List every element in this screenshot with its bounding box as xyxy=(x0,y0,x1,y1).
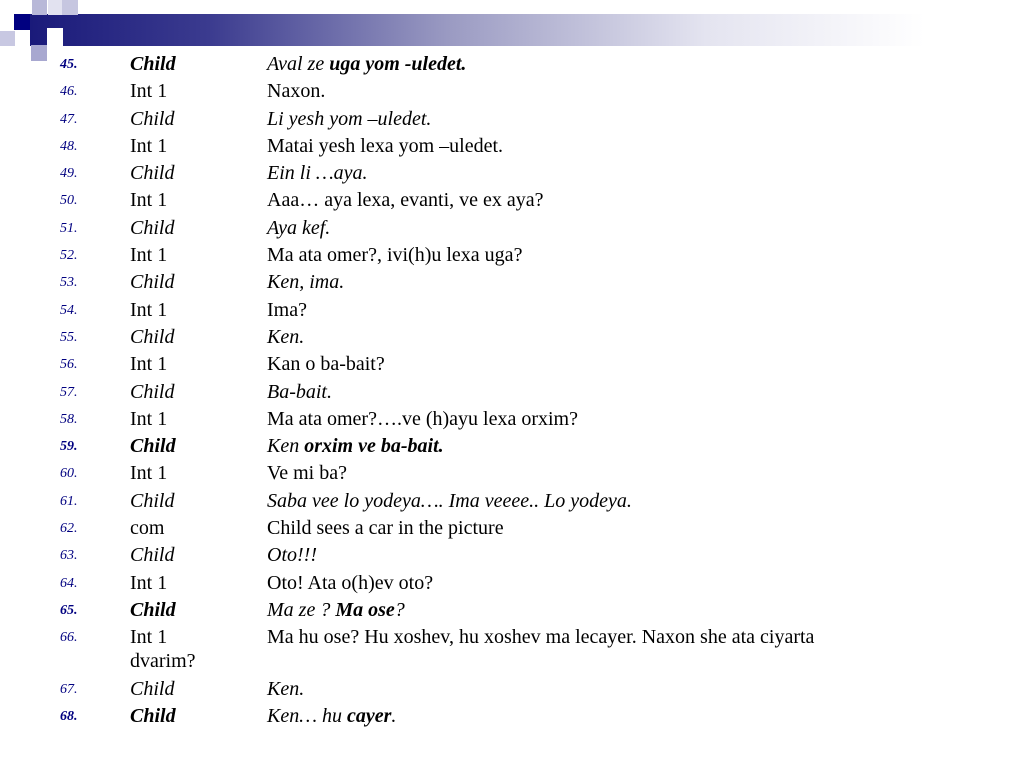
decor-square xyxy=(47,28,63,46)
transcript-line xyxy=(60,677,960,701)
line-number: 66. xyxy=(60,630,78,646)
speaker-label: Child xyxy=(130,162,175,185)
line-number: 52. xyxy=(60,248,78,264)
utterance-segment: Matai yesh lexa yom –uledet. xyxy=(267,134,504,157)
utterance-emphasis: uga yom -uledet. xyxy=(329,53,467,75)
speaker-label: Int 1 xyxy=(130,189,168,212)
decor-square xyxy=(14,14,30,30)
utterance-segment: Child sees a car in the picture xyxy=(267,517,504,540)
utterance-segment: Ken xyxy=(267,435,305,458)
utterance-segment: Saba vee lo yodeya…. Ima veeee.. Lo yodeya. xyxy=(267,489,632,512)
transcript-line xyxy=(60,243,960,267)
utterance-emphasis: orxim ve ba-bait. xyxy=(304,435,444,458)
utterance-text xyxy=(267,677,960,701)
decor-square xyxy=(31,45,47,61)
line-number: 62. xyxy=(60,521,78,537)
transcript-line xyxy=(60,52,960,76)
utterance-segment: Ma hu ose? Hu xoshev, hu xoshev ma lecayer. Naxon she ata ciyarta xyxy=(267,626,815,649)
speaker-label: Child xyxy=(130,107,175,130)
utterance-text xyxy=(267,52,960,76)
transcript-line xyxy=(60,107,960,131)
transcript-line xyxy=(60,434,960,458)
decor-square xyxy=(32,0,47,15)
line-number: 45. xyxy=(60,57,78,72)
utterance-segment: Aval ze xyxy=(267,53,330,75)
speaker-label: Int 1 xyxy=(130,353,168,376)
transcript-line xyxy=(60,216,960,240)
speaker-label: Int 1 xyxy=(130,134,168,157)
utterance-segment: ? xyxy=(394,598,405,621)
transcript-line xyxy=(60,461,960,485)
utterance-text xyxy=(267,298,960,322)
speaker-label: Child xyxy=(130,380,175,403)
line-number: 53. xyxy=(60,275,78,291)
line-number: 61. xyxy=(60,493,78,509)
transcript-line xyxy=(60,571,960,595)
transcript-line xyxy=(60,516,960,540)
transcript-line xyxy=(60,407,960,431)
line-number: 55. xyxy=(60,329,78,345)
line-number: 54. xyxy=(60,302,78,318)
transcript-line xyxy=(60,79,960,103)
line-number: 63. xyxy=(60,548,78,564)
transcript-line xyxy=(60,704,960,728)
line-number: 67. xyxy=(60,681,78,697)
utterance-text xyxy=(267,571,960,595)
transcript-line xyxy=(60,270,960,294)
utterance-segment: Ba-bait. xyxy=(267,380,332,403)
transcript-line xyxy=(60,161,960,185)
line-number: 57. xyxy=(60,384,78,400)
line-number: 58. xyxy=(60,411,78,427)
transcript-line xyxy=(60,489,960,513)
header-gradient-bar xyxy=(30,14,1024,46)
line-number: 46. xyxy=(60,84,78,100)
utterance-text xyxy=(267,107,960,131)
transcript-line xyxy=(60,543,960,567)
speaker-label: Int 1 xyxy=(130,626,168,649)
speaker-label: Child xyxy=(130,216,175,239)
utterance-text xyxy=(267,598,960,622)
utterance-segment: Aya kef. xyxy=(267,216,331,239)
utterance-segment: Li yesh yom –uledet. xyxy=(267,107,432,130)
utterance-text xyxy=(267,625,960,649)
speaker-label: Child xyxy=(130,325,175,348)
utterance-text xyxy=(267,216,960,240)
utterance-segment: Ken… hu xyxy=(267,704,347,727)
utterance-text xyxy=(267,407,960,431)
utterance-segment: Ma ze ? xyxy=(267,598,336,621)
line-number: 47. xyxy=(60,111,78,127)
line-number: 59. xyxy=(60,439,78,455)
speaker-label: com xyxy=(130,517,165,540)
speaker-label: Child xyxy=(130,53,176,75)
utterance-text xyxy=(267,134,960,158)
utterance-text xyxy=(267,380,960,404)
utterance-segment: Oto!!! xyxy=(267,544,317,567)
line-number: 50. xyxy=(60,193,78,209)
utterance-segment: Ken, ima. xyxy=(267,271,345,294)
utterance-text xyxy=(267,161,960,185)
transcript-line xyxy=(60,625,960,673)
speaker-label: Child xyxy=(130,271,175,294)
transcript-line xyxy=(60,188,960,212)
utterance-segment: Naxon. xyxy=(267,80,326,103)
utterance-text xyxy=(267,489,960,513)
utterance-text xyxy=(267,270,960,294)
utterance-wrap-text: dvarim? xyxy=(130,650,196,673)
utterance-segment: Kan o ba-bait? xyxy=(267,353,385,376)
speaker-label: Child xyxy=(130,435,176,458)
line-number: 64. xyxy=(60,575,78,591)
utterance-segment: Oto! Ata o(h)ev oto? xyxy=(267,571,434,594)
utterance-segment: . xyxy=(391,704,397,727)
transcript-line xyxy=(60,134,960,158)
utterance-emphasis: cayer xyxy=(347,704,392,727)
decor-square xyxy=(0,31,15,46)
line-number: 60. xyxy=(60,466,78,482)
utterance-segment: Ma ata omer?, ivi(h)u lexa uga? xyxy=(267,244,523,267)
transcript-line xyxy=(60,598,960,622)
utterance-text xyxy=(267,516,960,540)
utterance-segment: Ima? xyxy=(267,298,307,321)
transcript-line xyxy=(60,352,960,376)
utterance-segment: Ve mi ba? xyxy=(267,462,347,485)
utterance-text xyxy=(267,434,960,458)
utterance-text xyxy=(267,461,960,485)
utterance-text xyxy=(267,704,960,728)
speaker-label: Int 1 xyxy=(130,80,168,103)
speaker-label: Int 1 xyxy=(130,407,168,430)
speaker-label: Child xyxy=(130,677,175,700)
decor-square xyxy=(62,0,78,15)
speaker-label: Int 1 xyxy=(130,298,168,321)
speaker-label: Int 1 xyxy=(130,462,168,485)
speaker-label: Child xyxy=(130,598,176,621)
speaker-label: Child xyxy=(130,544,175,567)
line-number: 65. xyxy=(60,602,78,618)
line-number: 48. xyxy=(60,138,78,154)
utterance-segment: Aaa… aya lexa, evanti, ve ex aya? xyxy=(267,189,544,212)
speaker-label: Int 1 xyxy=(130,244,168,267)
utterance-text xyxy=(267,188,960,212)
line-number: 49. xyxy=(60,166,78,182)
utterance-text xyxy=(267,325,960,349)
line-number: 51. xyxy=(60,220,78,236)
line-number: 56. xyxy=(60,357,78,373)
transcript-list xyxy=(60,52,960,731)
transcript-line xyxy=(60,380,960,404)
transcript-line xyxy=(60,325,960,349)
decor-square xyxy=(48,0,63,15)
speaker-label: Child xyxy=(130,489,175,512)
utterance-segment: Ma ata omer?….ve (h)ayu lexa orxim? xyxy=(267,407,578,430)
utterance-text xyxy=(267,352,960,376)
utterance-text xyxy=(267,543,960,567)
utterance-emphasis: Ma ose xyxy=(335,598,395,621)
speaker-label: Int 1 xyxy=(130,571,168,594)
speaker-label: Child xyxy=(130,704,176,727)
utterance-text xyxy=(267,243,960,267)
utterance-segment: Ken. xyxy=(267,325,305,348)
line-number: 68. xyxy=(60,708,78,724)
transcript-line xyxy=(60,298,960,322)
utterance-segment: Ken. xyxy=(267,677,305,700)
utterance-text xyxy=(267,79,960,103)
utterance-segment: Ein li …aya. xyxy=(267,162,368,185)
